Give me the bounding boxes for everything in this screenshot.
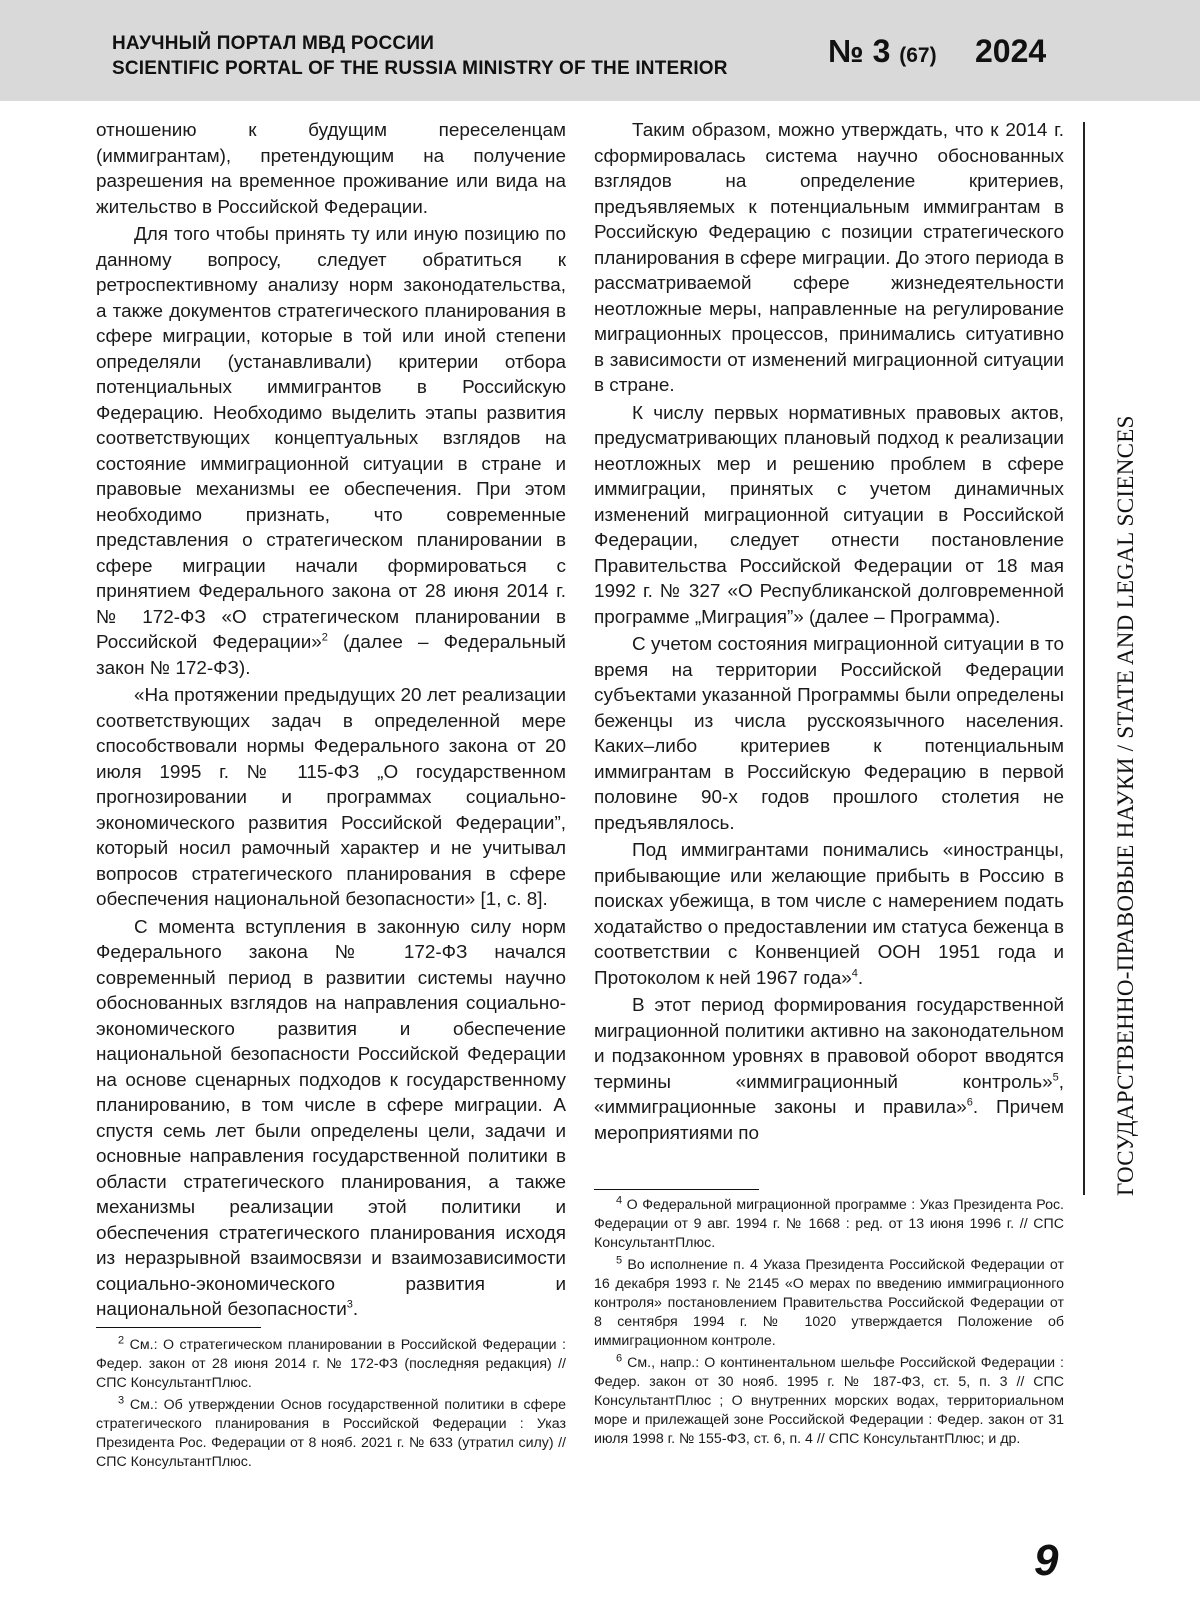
- footnote-5-text: Во исполнение п. 4 Указа Президента Российской Федерации от 16 декабря 1993 г. № 2145 «О мерах по введению иммиграционного контроля» постановлением Правительства Российской Федерации от 8 сентября 1994 г. № 1020 утверждается Положение об иммиграционном контроле.: [594, 1257, 1064, 1349]
- left-paragraph-1: отношению к будущим переселенцам (иммигрантам), претендующим на получение разрешения на временное проживание или вида на жительство в Российской Федерации.: [96, 120, 566, 218]
- footnote-4-text: О Федеральной миграционной программе : Указ Президента Рос. Федерации от 9 авг. 1994 г. № 1668 : ред. от 13 июня 1996 г. // СПС КонсультантПлюс.: [594, 1197, 1064, 1251]
- journal-title-ru: НАУЧНЫЙ ПОРТАЛ МВД РОССИИ: [112, 33, 435, 54]
- right-paragraph-4: [594, 838, 1064, 991]
- journal-title-en: SCIENTIFIC PORTAL OF THE RUSSIA MINISTRY OF THE INTERIOR: [112, 58, 728, 79]
- footnote-3: [96, 1396, 566, 1472]
- right-p4-text: Под иммигрантами понимались «иностранцы, прибывающие или желающие прибыть в Россию в поисках убежища, в том числе с намерением подать ходатайство о предоставлении им статуса беженца в соответствии с Конвенцией ООН 1951 года и Протоколом к ней 1967 года»: [594, 840, 1064, 989]
- footnote-mark-2: 2: [118, 1334, 125, 1347]
- left-p2-text: Для того чтобы принять ту или иную позицию по данному вопросу, следует обратиться к ретроспективному анализу норм законодательства, а также документов стратегического планирования в сфере миграции, которые в той или иной степени определяли (устанавливали) критерии отбора потенциальных иммигрантов в Российскую Федерацию. Необходимо выделить этапы развития соответствующих концептуальных взглядов на состояние иммиграционной ситуации в стране и правовые механизмы ее обеспечения. При этом необходимо признать, что современные представления о стратегическом планировании в сфере миграции начали формироваться с принятием Федерального закона от 28 июня 2014 г. № 172-ФЗ «О стратегическом планировании в Российской Федерации»: [96, 224, 566, 653]
- footnote-ref-3[interactable]: 3: [346, 1298, 353, 1311]
- page-number: 9: [1034, 1536, 1059, 1585]
- footnote-ref-2[interactable]: 2: [321, 631, 328, 644]
- footnote-mark-5: 5: [616, 1254, 623, 1267]
- footnote-2: [96, 1336, 566, 1393]
- left-paragraph-3: «На протяжении предыдущих 20 лет реализации соответствующих задач в определенной мере способствовали нормы Федерального закона от 20 июля 1995 г. № 115-ФЗ „О государственном прогнозировании и программах социально-экономического развития Российской Федерации”, который носил рамочный характер и не учитывал вопросов стратегического планирования в сфере обеспечения национальной безопасности» [1, с. 8].: [96, 685, 566, 910]
- right-p5-text: В этот период формирования государственной миграционной политики активно на законодательном и подзаконном уровнях в правовой оборот вводятся термины «иммиграционный контроль»: [594, 995, 1064, 1093]
- issue-no: № 3: [828, 33, 891, 69]
- left-paragraph-4: [96, 915, 566, 1323]
- left-paragraph-2: [96, 222, 566, 681]
- right-paragraph-2: К числу первых нормативных правовых актов, предусматривающих плановый подход к реализации неотложных мер и решению проблем в сфере иммиграции, принятых с учетом динамичных изменений миграционной ситуации в Российской Федерации, следует отнести постановление Правительства Российской Федерации от 18 мая 1992 г. № 327 «О Республиканской долговременной программе „Миграция”» (далее – Программа).: [594, 402, 1064, 628]
- footnote-divider-right: [594, 1189, 759, 1190]
- section-side-title: ГОСУДАРСТВЕННО-ПРАВОВЫЕ НАУКИ / STATE AND LEGAL SCIENCES: [1113, 415, 1138, 1196]
- footnote-mark-6: 6: [616, 1352, 623, 1365]
- right-paragraph-5: [594, 993, 1064, 1146]
- left-footnotes: [96, 1336, 566, 1475]
- right-footnotes: [594, 1196, 1064, 1452]
- issue-year: 2024: [975, 33, 1047, 69]
- footnote-3-text: См.: Об утверждении Основ государственной политики в сфере стратегического планирования в Российской Федерации : Указ Президента Рос. Федерации от 8 нояб. 2021 г. № 633 (утратил силу) // СПС КонсультантПлюс.: [96, 1397, 566, 1470]
- right-p5-tail: . Причем мероприятиями по: [594, 1097, 1065, 1144]
- right-p4-tail: .: [857, 967, 864, 989]
- issue-total: (67): [899, 44, 937, 67]
- section-vertical-rule: [1083, 122, 1085, 1195]
- footnote-4: [594, 1196, 1064, 1253]
- right-column: [594, 118, 1064, 1146]
- issue-number: [828, 33, 937, 70]
- left-p4-text: С момента вступления в законную силу норм Федерального закона № 172-ФЗ начался современный период в развитии системы научно обоснованных взглядов на направления социально-экономического развития и обеспечение национальной безопасности Российской Федерации на основе сценарных подходов к государственному планированию, в том числе в сфере миграции. А спустя семь лет были определены цели, задачи и основные направления государственной политики в области стратегического планирования, а также механизмы реализации этой политики и обеспечения стратегического планирования исходя из неразрывной взаимосвязи и взаимозависимости социально-экономического развития и национальной безопасности: [96, 916, 566, 1320]
- right-paragraph-1: Таким образом, можно утверждать, что к 2014 г. сформировалась система научно обоснованных взглядов на определение критериев, предъявляемых к потенциальным иммигрантам в Российскую Федерацию с позиции стратегического планирования в сфере миграции. До этого периода в рассматриваемой сфере жизнедеятельности неотложные меры, направленные на регулирование миграционных процессов, принимались ситуативно в зависимости от изменений миграционной ситуации в стране.: [594, 120, 1064, 396]
- footnote-6-text: См., напр.: О континентальном шельфе Российской Федерации : Федер. закон от 30 нояб. 1995 г. № 187-ФЗ, ст. 5, п. 3 // СПС КонсультантПлюс ; О внутренних морских водах, территориальном море и прилежащей зоне Российской Федерации : Федер. закон от 31 июля 1998 г. № 155-ФЗ, ст. 6, п. 4 // СПС КонсультантПлюс; и др.: [594, 1355, 1064, 1447]
- footnote-6: [594, 1354, 1064, 1449]
- left-p2-tail: (далее – Федеральный закон № 172-ФЗ).: [96, 632, 566, 679]
- footnote-divider-left: [96, 1327, 261, 1328]
- footnote-ref-6[interactable]: 6: [966, 1096, 973, 1109]
- footnote-ref-5[interactable]: 5: [1052, 1071, 1059, 1084]
- right-p5-mid: , «иммиграционные законы и правила»: [594, 1071, 1064, 1118]
- left-p4-tail: .: [352, 1299, 359, 1320]
- journal-header: [0, 0, 1200, 101]
- footnote-ref-4[interactable]: 4: [851, 967, 858, 980]
- right-paragraph-3: С учетом состояния миграционной ситуации в то время на территории Российской Федерации субъектами указанной Программы были определены беженцы из числа русскоязычного населения. Каких–либо критериев к потенциальным иммигрантам в Российскую Федерацию в первой половине 90-х годов прошлого столетия не предъявлялось.: [594, 634, 1064, 834]
- footnote-mark-4: 4: [616, 1194, 623, 1207]
- footnote-2-text: См.: О стратегическом планировании в Российской Федерации : Федер. закон от 28 июня 2014 г. № 172-ФЗ (последняя редакция) // СПС КонсультантПлюс.: [96, 1337, 566, 1391]
- footnote-mark-3: 3: [118, 1394, 125, 1407]
- footnote-5: [594, 1256, 1064, 1351]
- left-column: [96, 118, 566, 1323]
